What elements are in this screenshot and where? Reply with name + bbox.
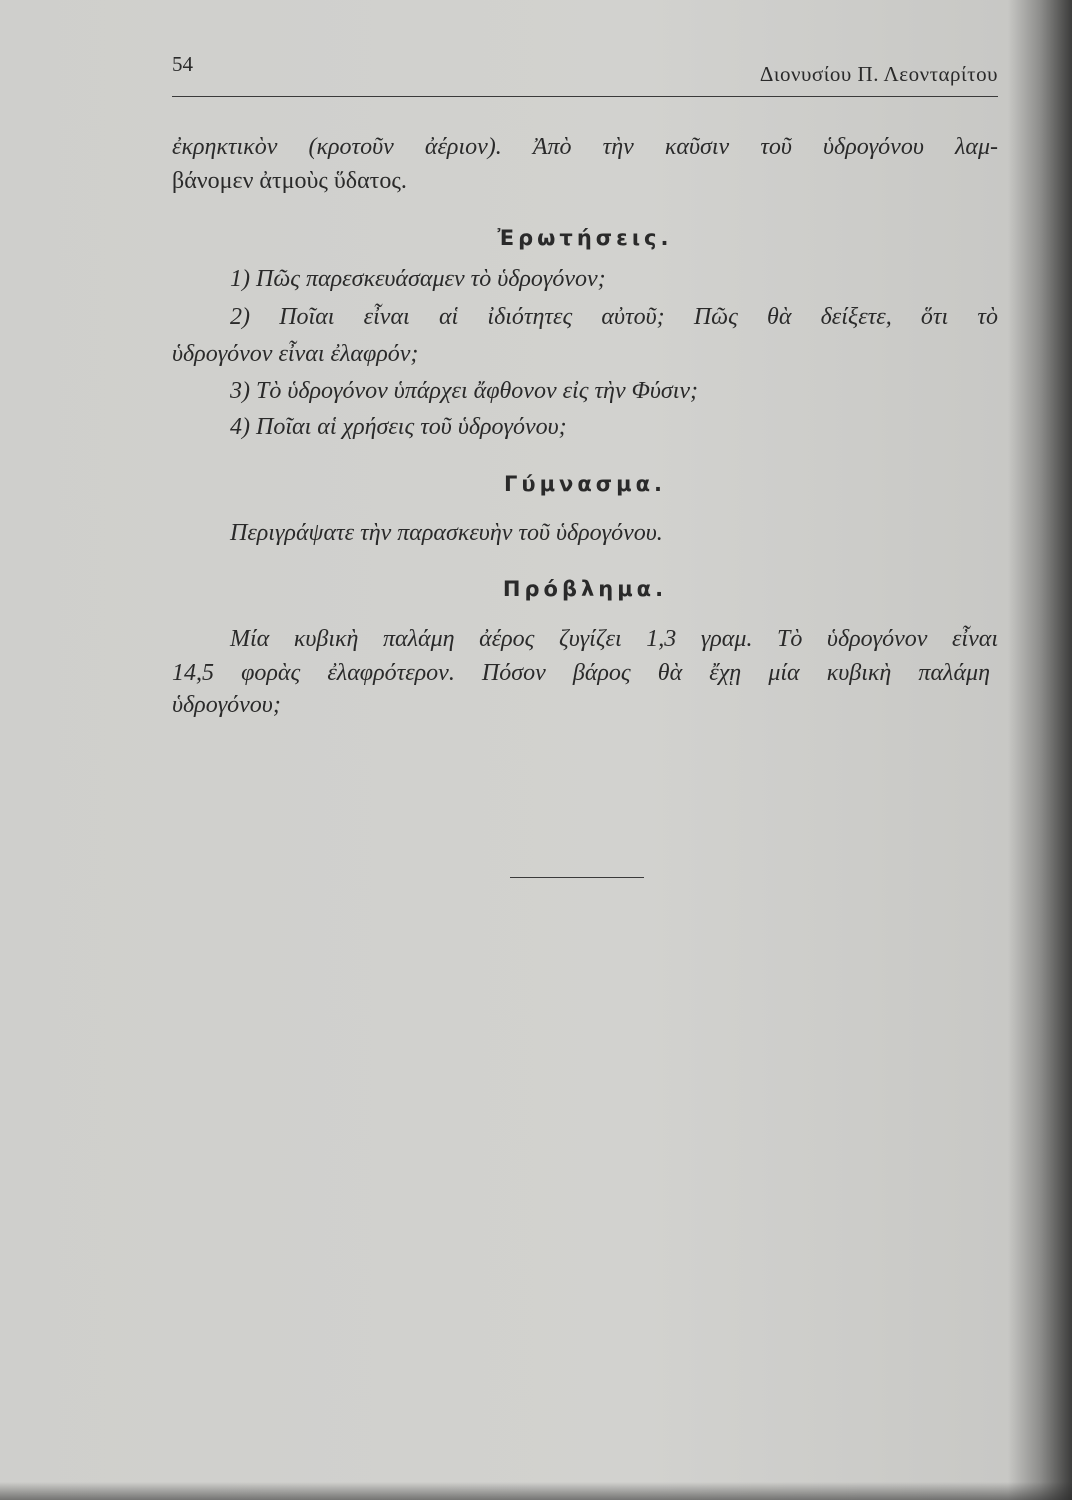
scan-shadow (0, 1482, 1072, 1500)
end-rule (510, 877, 644, 878)
problem-line-3: ὑδρογόνου; (172, 692, 281, 718)
intro-line-2: βάνομεν ἀτμοὺς ὕδατος. (172, 168, 407, 194)
running-head: Διονυσίου Π. Λεονταρίτου (759, 62, 998, 86)
problem-heading: Πρόβλημα. (502, 577, 668, 601)
question-2-line-2: ὑδρογόνον εἶναι ἐλαφρόν; (172, 341, 419, 367)
intro-line-1: ἐκρηκτικὸν (κροτοῦν ἀέριον). Ἀπὸ τὴν καῦσιν τοῦ ὑδρογόνου λαμ- (172, 134, 998, 160)
page-header (172, 52, 998, 97)
exercise-text: Περιγράψατε τὴν παρασκευὴν τοῦ ὑδρογόνου. (230, 520, 663, 546)
questions-heading: Ἐρωτήσεις. (497, 226, 673, 250)
question-3: 3) Τὸ ὑδρογόνον ὑπάρχει ἄφθονον εἰς τὴν Φύσιν; (230, 378, 699, 404)
exercise-heading: Γύμνασμα. (504, 472, 666, 496)
problem-line-1: Μία κυβικὴ παλάμη ἀέρος ζυγίζει 1,3 γραμ. Τὸ ὑδρογόνον εἶναι (230, 626, 998, 652)
question-4: 4) Ποῖαι αἱ χρήσεις τοῦ ὑδρογόνου; (230, 414, 567, 440)
question-2-line-1: 2) Ποῖαι εἶναι αἱ ἰδιότητες αὐτοῦ; Πῶς θὰ δείξετε, ὅτι τὸ (230, 304, 998, 330)
question-1: 1) Πῶς παρεσκευάσαμεν τὸ ὑδρογόνον; (230, 266, 606, 292)
problem-line-2: 14,5 φορὰς ἐλαφρότερον. Πόσον βάρος θὰ ἔχῃ μία κυβικὴ παλάμη (172, 660, 990, 686)
page-number: 54 (172, 52, 193, 76)
